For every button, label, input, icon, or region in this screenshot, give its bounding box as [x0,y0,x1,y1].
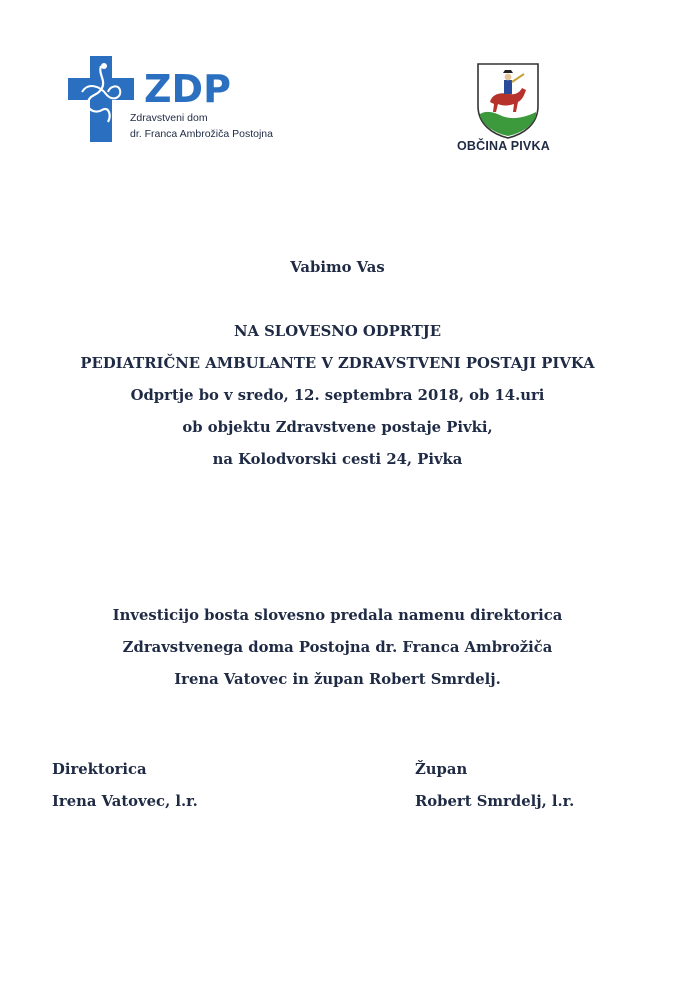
invitation-line-3: Odprtje bo v sredo, 12. septembra 2018, ob 14.uri [130,387,545,404]
details-line-2: Zdravstvenega doma Postojna dr. Franca Ambrožiča [122,639,553,656]
zdp-subtitle-line2: dr. Franca Ambrožiča Postojna [130,128,273,140]
invitation-line-2: PEDIATRIČNE AMBULANTE V ZDRAVSTVENI POSTAJI PIVKA [80,355,595,372]
invitation-line-5: na Kolodvorski cesti 24, Pivka [212,451,463,468]
zdp-logo [68,52,288,152]
invitation-line-4: ob objektu Zdravstvene postaje Pivki, [182,419,493,436]
greeting: Vabimo Vas [290,259,385,276]
svg-text:ZDP: ZDP [144,67,231,111]
coat-of-arms-icon [476,62,540,140]
details-line-1: Investicijo bosta slovesno predala namenu direktorica [112,607,563,624]
pivka-coat-of-arms [476,62,540,140]
signature-right-title: Župan [415,761,468,778]
details-line-3: Irena Vatovec in župan Robert Smrdelj. [174,671,501,688]
signature-left-title: Direktorica [52,761,147,778]
invitation-line-1: NA SLOVESNO ODPRTJE [233,323,442,340]
zdp-subtitle-line1: Zdravstveni dom [130,112,208,124]
signature-left-name: Irena Vatovec, l.r. [52,793,198,810]
municipality-name: OBČINA PIVKA [457,139,550,153]
signature-right-name: Robert Smrdelj, l.r. [415,793,575,810]
